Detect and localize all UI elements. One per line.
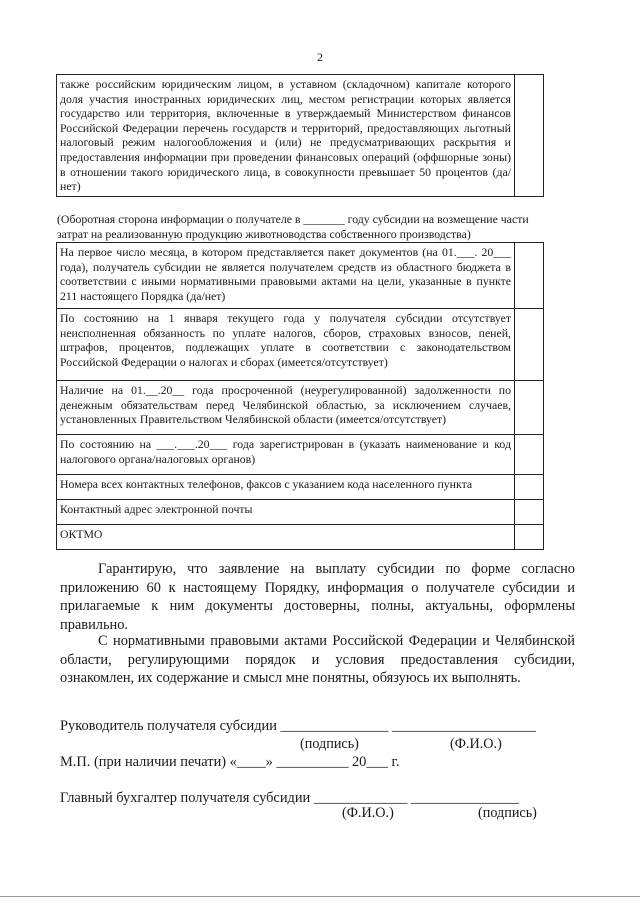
row-value[interactable] bbox=[515, 525, 544, 550]
row-value[interactable] bbox=[515, 475, 544, 500]
row-value[interactable] bbox=[515, 381, 544, 435]
page-bottom-divider bbox=[0, 896, 640, 897]
row-text: ОКТМО bbox=[57, 525, 515, 550]
row-value[interactable] bbox=[515, 435, 544, 475]
row-text: Контактный адрес электронной почты bbox=[57, 500, 515, 525]
row-text: На первое число месяца, в котором представляется пакет документов (на 01.___. 20___ года), получатель субсидии не является получателем средств из областного бюджета в соответствии с иными нормативными правовыми актами на цели, указанные в пункте 211 настоящего Порядка (да/нет) bbox=[57, 243, 515, 309]
guarantee-paragraph: Гарантирую, что заявление на выплату субсидии по форме согласно приложению 60 к настоящему Порядку, информация о получателе субсидии и прилагаемые к ним документы достоверны, полны, актуальны, оформлены правильно. bbox=[60, 561, 575, 633]
table-row bbox=[57, 525, 544, 550]
row-text: также российским юридическим лицом, в уставном (складочном) капитале которого доля участия иностранных юридических лиц, местом регистрации которых является государство или территория, включенные в утверждаемый Министерством финансов Российской Федерации перечень государств и территорий, предоставляющих льготный налоговый режим налогообложения и (или) не предусматривающих раскрытия и предоставления информации при проведении финансовых операций (оффшорные зоны) в отношении такого юридического лица, в совокупности превышает 50 процентов (да/нет) bbox=[57, 75, 515, 197]
table-row bbox=[57, 381, 544, 435]
table-row bbox=[57, 309, 544, 381]
row-value[interactable] bbox=[515, 309, 544, 381]
table-row bbox=[57, 75, 544, 197]
table-row bbox=[57, 435, 544, 475]
reverse-side-note: (Оборотная сторона информации о получателе в _______ году субсидии на возмещение части затрат на реализованную продукцию животноводства собственного производства) bbox=[57, 212, 529, 241]
row-text: Номера всех контактных телефонов, факсов с указанием кода населенного пункта bbox=[57, 475, 515, 500]
head-signature-line: Руководитель получателя субсидии _______________ ____________________ bbox=[60, 718, 536, 734]
stamp-date-line: М.П. (при наличии печати) «____» __________ 20___ г. bbox=[60, 754, 400, 770]
accountant-signature-line: Главный бухгалтер получателя субсидии _____________ _______________ bbox=[60, 790, 519, 806]
head-name-caption: (Ф.И.О.) bbox=[450, 736, 502, 752]
table-recipient-info bbox=[56, 242, 544, 550]
row-value[interactable] bbox=[515, 500, 544, 525]
row-text: По состоянию на ___.___.20___ года зарегистрирован в (указать наименование и код налогового органа/налоговых органов) bbox=[57, 435, 515, 475]
table-continuation bbox=[56, 74, 544, 197]
table-row bbox=[57, 475, 544, 500]
accountant-name-caption: (Ф.И.О.) bbox=[342, 805, 394, 821]
acknowledgement-paragraph: С нормативными правовыми актами Российской Федерации и Челябинской области, регулирующими порядок и условия предоставления субсидии, ознакомлен, их содержание и смысл мне понятны, обязуюсь их выполнять. bbox=[60, 633, 575, 687]
table-row bbox=[57, 500, 544, 525]
row-text: Наличие на 01.__.20__ года просроченной (неурегулированной) задолженности по денежным обязательствам перед Челябинской областью, за исключением случаев, установленных Правительством Челябинской области (имеется/отсутствует) bbox=[57, 381, 515, 435]
table-row bbox=[57, 243, 544, 309]
head-signature-caption: (подпись) bbox=[300, 736, 359, 752]
row-value[interactable] bbox=[515, 243, 544, 309]
page-number: 2 bbox=[317, 50, 323, 64]
row-text: По состоянию на 1 января текущего года у получателя субсидии отсутствует неисполненная обязанность по уплате налогов, сборов, страховых взносов, пеней, штрафов, процентов, подлежащих уплате в соответствии с законодательством Российской Федерации о налогах и сборах (имеется/отсутствует) bbox=[57, 309, 515, 381]
accountant-signature-caption: (подпись) bbox=[478, 805, 537, 821]
row-value[interactable] bbox=[515, 75, 544, 197]
